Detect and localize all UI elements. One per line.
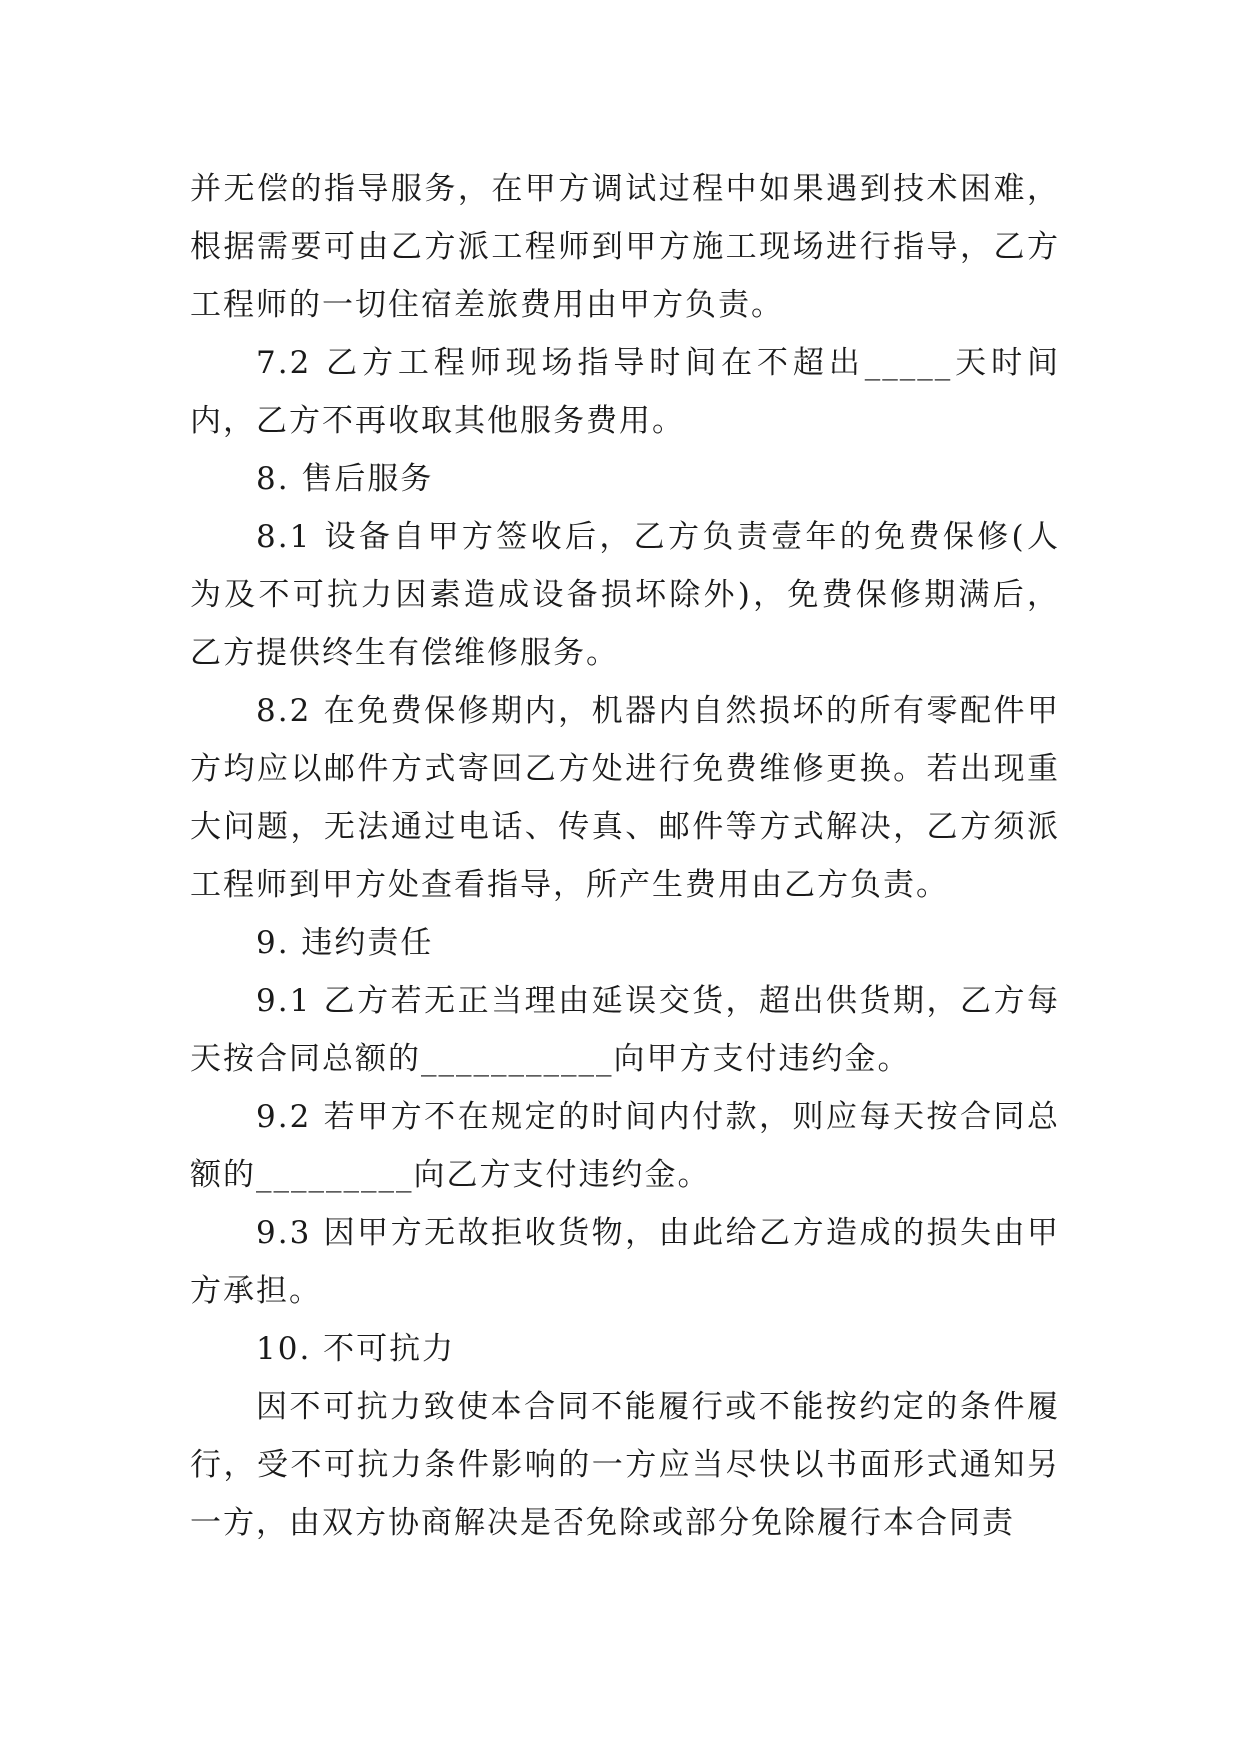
paragraph-8-1: 8.1 设备自甲方签收后，乙方负责壹年的免费保修(人为及不可抗力因素造成设备损坏除外)，免费保修期满后，乙方提供终生有偿维修服务。 bbox=[190, 519, 1060, 671]
paragraph-9-1: 9.1 乙方若无正当理由延误交货，超出供货期，乙方每天按合同总额的___________向甲方支付违约金。 bbox=[190, 983, 1060, 1077]
document-body bbox=[190, 160, 1060, 1552]
paragraph-9-3: 9.3 因甲方无故拒收货物，由此给乙方造成的损失由甲方承担。 bbox=[190, 1215, 1060, 1309]
heading-8-after-sales: 8. 售后服务 bbox=[256, 461, 434, 497]
paragraph-guidance-service: 并无偿的指导服务，在甲方调试过程中如果遇到技术困难，根据需要可由乙方派工程师到甲方施工现场进行指导，乙方工程师的一切住宿差旅费用由甲方负责。 bbox=[190, 171, 1060, 323]
paragraph-8-2: 8.2 在免费保修期内，机器内自然损坏的所有零配件甲方均应以邮件方式寄回乙方处进行免费维修更换。若出现重大问题，无法通过电话、传真、邮件等方式解决，乙方须派工程师到甲方处查看指导，所产生费用由乙方负责。 bbox=[190, 693, 1060, 903]
paragraph-9-2: 9.2 若甲方不在规定的时间内付款，则应每天按合同总额的_________向乙方支付违约金。 bbox=[190, 1099, 1060, 1193]
paragraph-10-body: 因不可抗力致使本合同不能履行或不能按约定的条件履行，受不可抗力条件影响的一方应当尽快以书面形式通知另一方，由双方协商解决是否免除或部分免除履行本合同责 bbox=[190, 1389, 1060, 1541]
paragraph-7-2: 7.2 乙方工程师现场指导时间在不超出_____天时间内，乙方不再收取其他服务费用。 bbox=[190, 345, 1060, 439]
heading-9-liability: 9. 违约责任 bbox=[256, 925, 434, 961]
heading-10-force-majeure: 10. 不可抗力 bbox=[256, 1331, 456, 1367]
